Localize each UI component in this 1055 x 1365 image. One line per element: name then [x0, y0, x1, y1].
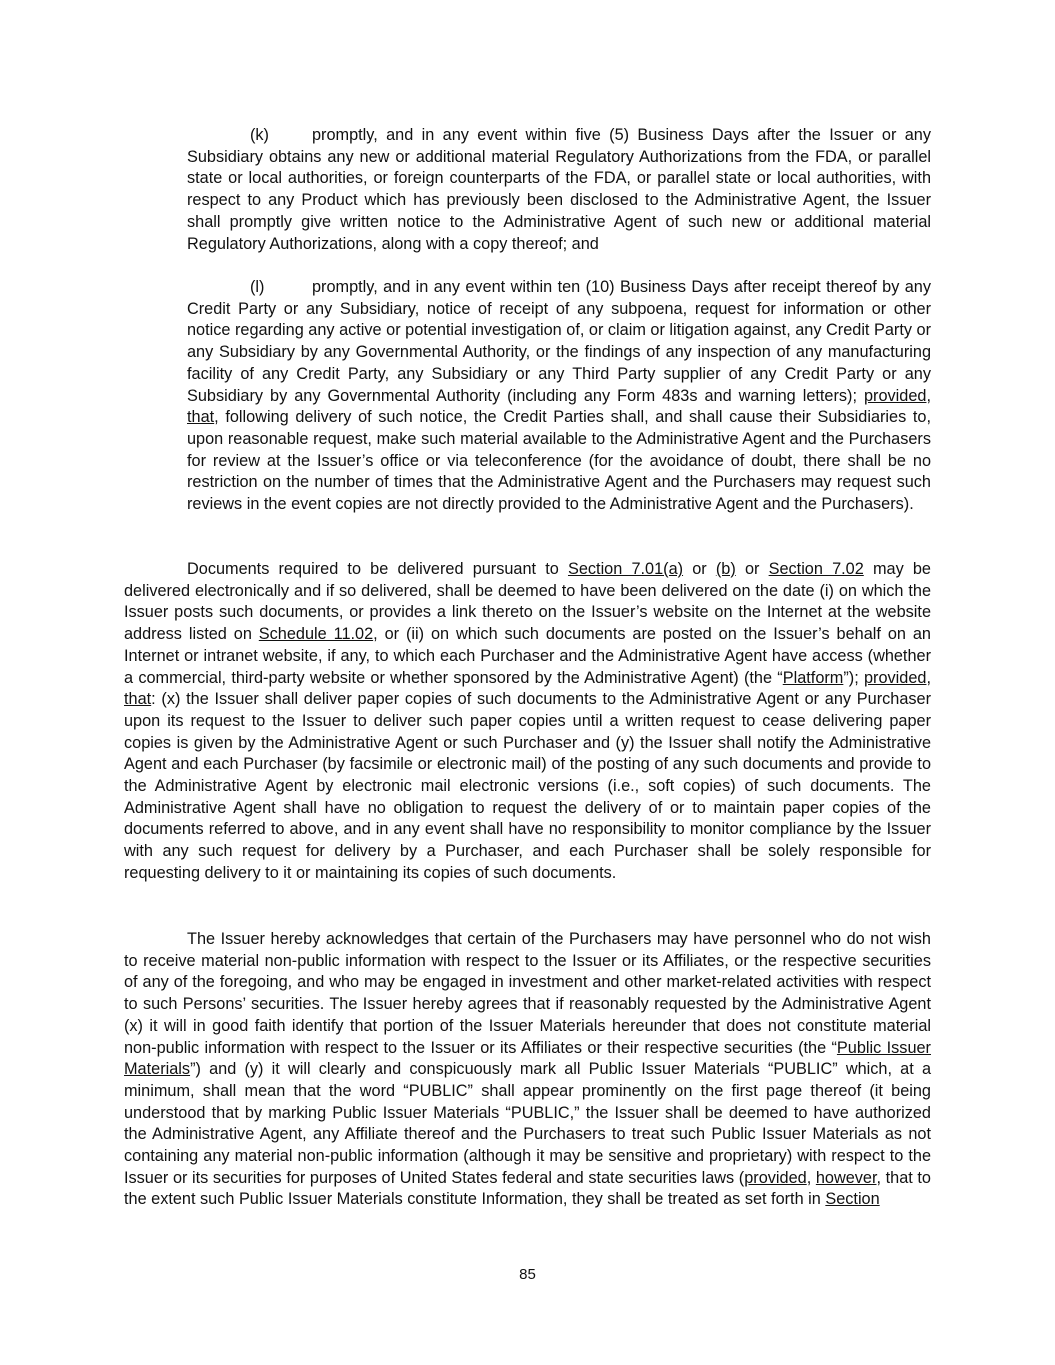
- documents-text-7: ,: [926, 668, 931, 687]
- paragraph-issuer: [124, 929, 931, 1211]
- issuer-text-4: , that to the extent such Public Issuer Materials constitute Information, they shall be treated as set forth in: [124, 1168, 931, 1209]
- clause-marker-k: (k): [250, 126, 269, 144]
- paragraph-documents: [124, 559, 931, 885]
- issuer-text-2: ”) and (y) it will clearly and conspicuously mark all Public Issuer Materials “PUBLIC” which, at a minimum, shall mean that the word “PUBLIC” shall appear prominently on the first page thereof (it being understood that by marking Public Issuer Materials “PUBLIC,” the Issuer shall be deemed to have authorized the Administrative Agent, any Affiliate thereof and the Purchasers to treat such Public Issuer Materials as not containing any material non-public information (although it may be sensitive and proprietary) with respect to the Issuer or its securities for purposes of United States federal and state securities laws (: [124, 1060, 931, 1187]
- documents-text-5: , or (ii) on which such documents are posted on the Issuer’s behalf on an Internet or intranet website, if any, to which each Purchaser and the Administrative Agent have access (whether a commercial, third-party website or whether sponsored by the Administrative Agent) (the “: [124, 625, 931, 687]
- documents-text-4: may be delivered electronically and if so delivered, shall be deemed to have been delivered on the date (i) on which the Issuer posts such documents, or provides a link thereto on the Issuer’s website on the Internet at the website address listed on: [124, 560, 931, 644]
- public-issuer-materials-term: Public Issuer Materials: [124, 1038, 931, 1079]
- clause-b-reference: (b): [715, 560, 736, 578]
- documents-text-8: : (x) the Issuer shall deliver paper copies of such documents to the Administrative Agent or any Purchaser upon its request to the Issuer to deliver such paper copies until a written request to cease delivering paper copies is given by the Administrative Agent or such Purchaser and (y) the Issuer shall notify the Administrative Agent and each Purchaser (by facsimile or electronic mail) of the posting of any such documents and provide to the Administrative Agent by electronic mail electronic versions (i.e., soft copies) of such documents. The Administrative Agent shall have no obligation to request the delivery of or to maintain paper copies of the documents referred to above, and in any event shall have no responsibility to monitor compliance by the Issuer with any such request for delivery by a Purchaser, and each Purchaser shall be solely responsible for requesting delivery to it or maintaining its copies of such documents.: [124, 690, 931, 882]
- documents-text-1: Documents required to be delivered pursuant to: [187, 560, 568, 578]
- documents-text-3: or: [735, 560, 769, 578]
- separator: ,: [926, 386, 931, 405]
- documents-text-6: ”);: [843, 668, 864, 687]
- page-number: 85: [519, 1266, 536, 1283]
- that-term: that: [124, 690, 152, 709]
- that-term: that: [187, 408, 215, 427]
- paragraph-l: [187, 277, 931, 516]
- paragraph-l-text-2: , following delivery of such notice, the Credit Parties shall, and shall cause their Subsidiaries to, upon reasonable request, make such material available to the Administrative Agent and the Purchasers for review at the Issuer’s office or via teleconference (for the avoidance of doubt, there shall be no restriction on the number of times that the Administrative Agent and the Purchasers may request such reviews in the event copies are not directly provided to the Administrative Agent and the Purchasers).: [187, 408, 931, 514]
- section-reference: Section: [825, 1190, 880, 1209]
- provided-term: provided: [864, 386, 927, 405]
- schedule-11-02-reference: Schedule 11.02: [258, 625, 374, 644]
- provided-term: provided: [744, 1168, 807, 1187]
- provided-term: provided: [864, 668, 927, 687]
- platform-term: Platform: [782, 668, 844, 687]
- paragraph-l-text-1: promptly, and in any event within ten (10) Business Days after receipt thereof by any Credit Party or any Subsidiary, notice of receipt of any subpoena, request for information or other notice regarding any active or potential investigation of, or claim or litigation against, any Credit Party or any Subsidiary by any Governmental Authority, or the findings of any inspection of any manufacturing facility of any Credit Party, any Subsidiary or any Third Party supplier of any Credit Party or any Subsidiary by any Governmental Authority (including any Form 483s and warning letters);: [187, 278, 931, 405]
- section-7-01a-reference: Section 7.01(a): [567, 560, 684, 578]
- paragraph-k-text: promptly, and in any event within five (5) Business Days after the Issuer or any Subsidiary obtains any new or additional material Regulatory Authorizations from the FDA, or parallel state or local authorities, or foreign counterparts of the FDA, or parallel state or local authorities, with respect to any Product which has previously been disclosed to the Administrative Agent, the Issuer shall promptly give written notice to the Administrative Agent of such new or additional material Regulatory Authorizations, along with a copy thereof; and: [187, 126, 931, 253]
- issuer-text-3: ,: [806, 1168, 816, 1187]
- paragraph-k: [187, 125, 931, 255]
- however-term: however: [815, 1168, 877, 1187]
- section-7-02-reference: Section 7.02: [768, 560, 864, 578]
- issuer-text-1: The Issuer hereby acknowledges that certain of the Purchasers may have personnel who do not wish to receive material non-public information with respect to the Issuer or its Affiliates, or the respective securities of any of the foregoing, and who may be engaged in investment and other market-related activities with respect to such Persons’ securities. The Issuer hereby agrees that if reasonably requested by the Administrative Agent (x) it will in good faith identify that portion of the Issuer Materials hereunder that does not constitute material non-public information with respect to the Issuer or its Affiliates or their respective securities (the “: [124, 930, 931, 1057]
- clause-marker-l: (l): [250, 278, 265, 296]
- documents-text-2: or: [683, 560, 716, 578]
